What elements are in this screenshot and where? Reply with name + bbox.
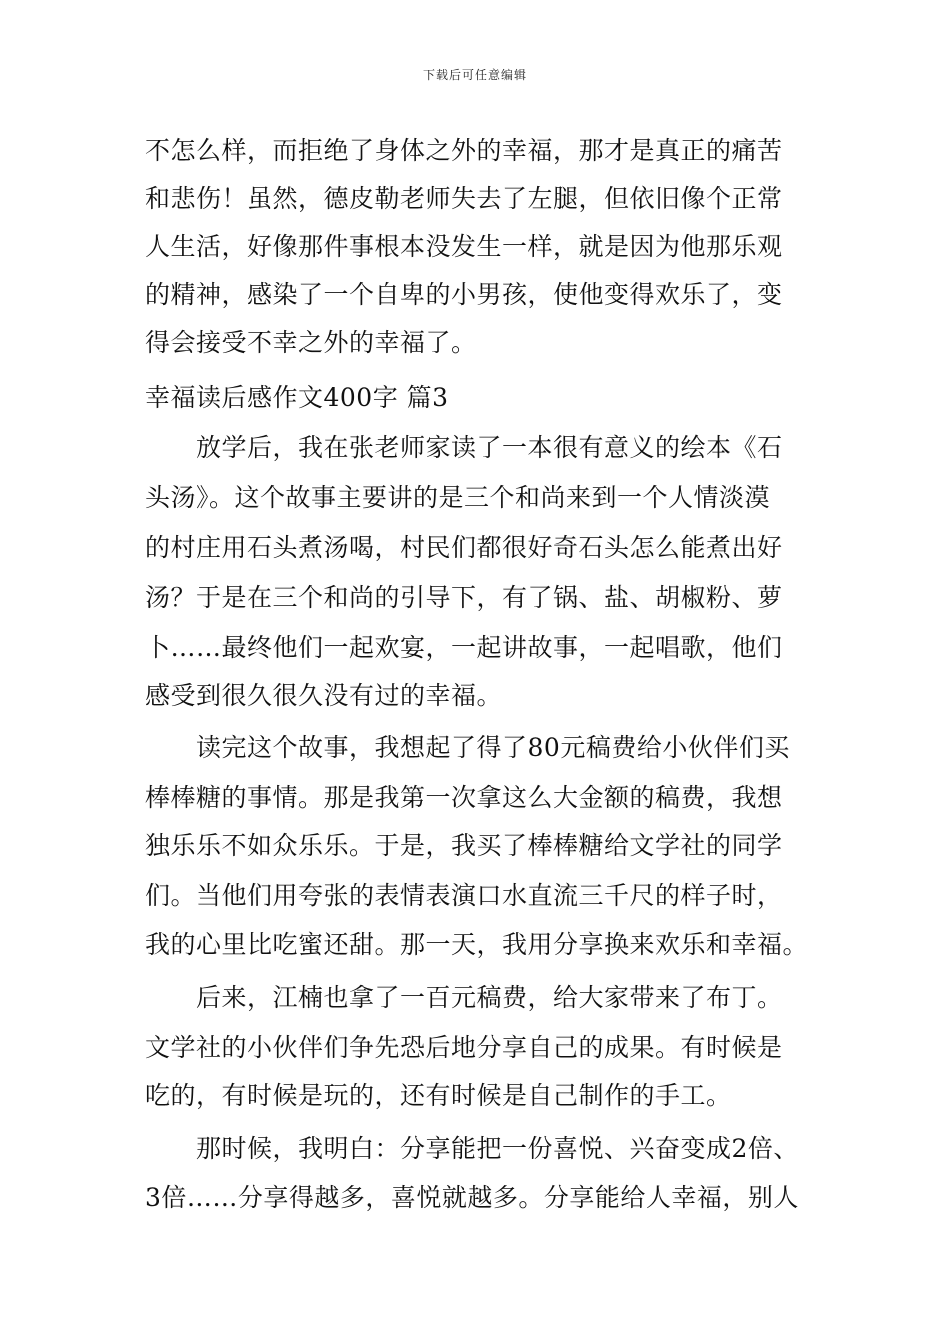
body-line: 吃的，有时候是玩的，还有时候是自己制作的手工。 bbox=[145, 1081, 732, 1110]
body-line: 和悲伤！虽然，德皮勒老师失去了左腿，但依旧像个正常 bbox=[145, 184, 783, 213]
body-line: 棒棒糖的事情。那是我第一次拿这么大金额的稿费，我想 bbox=[145, 783, 783, 812]
body-line: 3倍……分享得越多，喜悦就越多。分享能给人幸福，别人 bbox=[145, 1183, 799, 1212]
body-line: 独乐乐不如众乐乐。于是，我买了棒棒糖给文学社的同学 bbox=[145, 831, 783, 860]
body-line: 的村庄用石头煮汤喝，村民们都很好奇石头怎么能煮出好 bbox=[145, 533, 783, 562]
body-line: 我的心里比吃蜜还甜。那一天，我用分享换来欢乐和幸福。 bbox=[145, 930, 809, 959]
section-heading: 幸福读后感作文400字 篇3 bbox=[145, 383, 449, 412]
body-line: 放学后，我在张老师家读了一本很有意义的绘本《石 bbox=[145, 433, 783, 462]
body-line: 那时候，我明白：分享能把一份喜悦、兴奋变成2倍、 bbox=[145, 1134, 799, 1163]
body-line: 人生活，好像那件事根本没发生一样，就是因为他那乐观 bbox=[145, 232, 783, 261]
body-line: 不怎么样，而拒绝了身体之外的幸福，那才是真正的痛苦 bbox=[145, 136, 783, 165]
body-line: 的精神，感染了一个自卑的小男孩，使他变得欢乐了，变 bbox=[145, 280, 783, 309]
body-line: 们。当他们用夸张的表情表演口水直流三千尺的样子时， bbox=[145, 881, 783, 910]
body-line: 得会接受不幸之外的幸福了。 bbox=[145, 328, 477, 357]
body-line: 文学社的小伙伴们争先恐后地分享自己的成果。有时候是 bbox=[145, 1033, 783, 1062]
page-header: 下载后可任意编辑 bbox=[422, 68, 527, 82]
body-line: 头汤》。这个故事主要讲的是三个和尚来到一个人情淡漠 bbox=[145, 483, 771, 512]
body-line: 感受到很久很久没有过的幸福。 bbox=[145, 681, 503, 710]
body-line: 汤？于是在三个和尚的引导下，有了锅、盐、胡椒粉、萝 bbox=[145, 583, 783, 612]
body-line: 读完这个故事，我想起了得了80元稿费给小伙伴们买 bbox=[145, 733, 790, 762]
body-line: 后来，江楠也拿了一百元稿费，给大家带来了布丁。 bbox=[145, 983, 783, 1012]
body-line: 卜……最终他们一起欢宴，一起讲故事，一起唱歌，他们 bbox=[145, 633, 783, 662]
